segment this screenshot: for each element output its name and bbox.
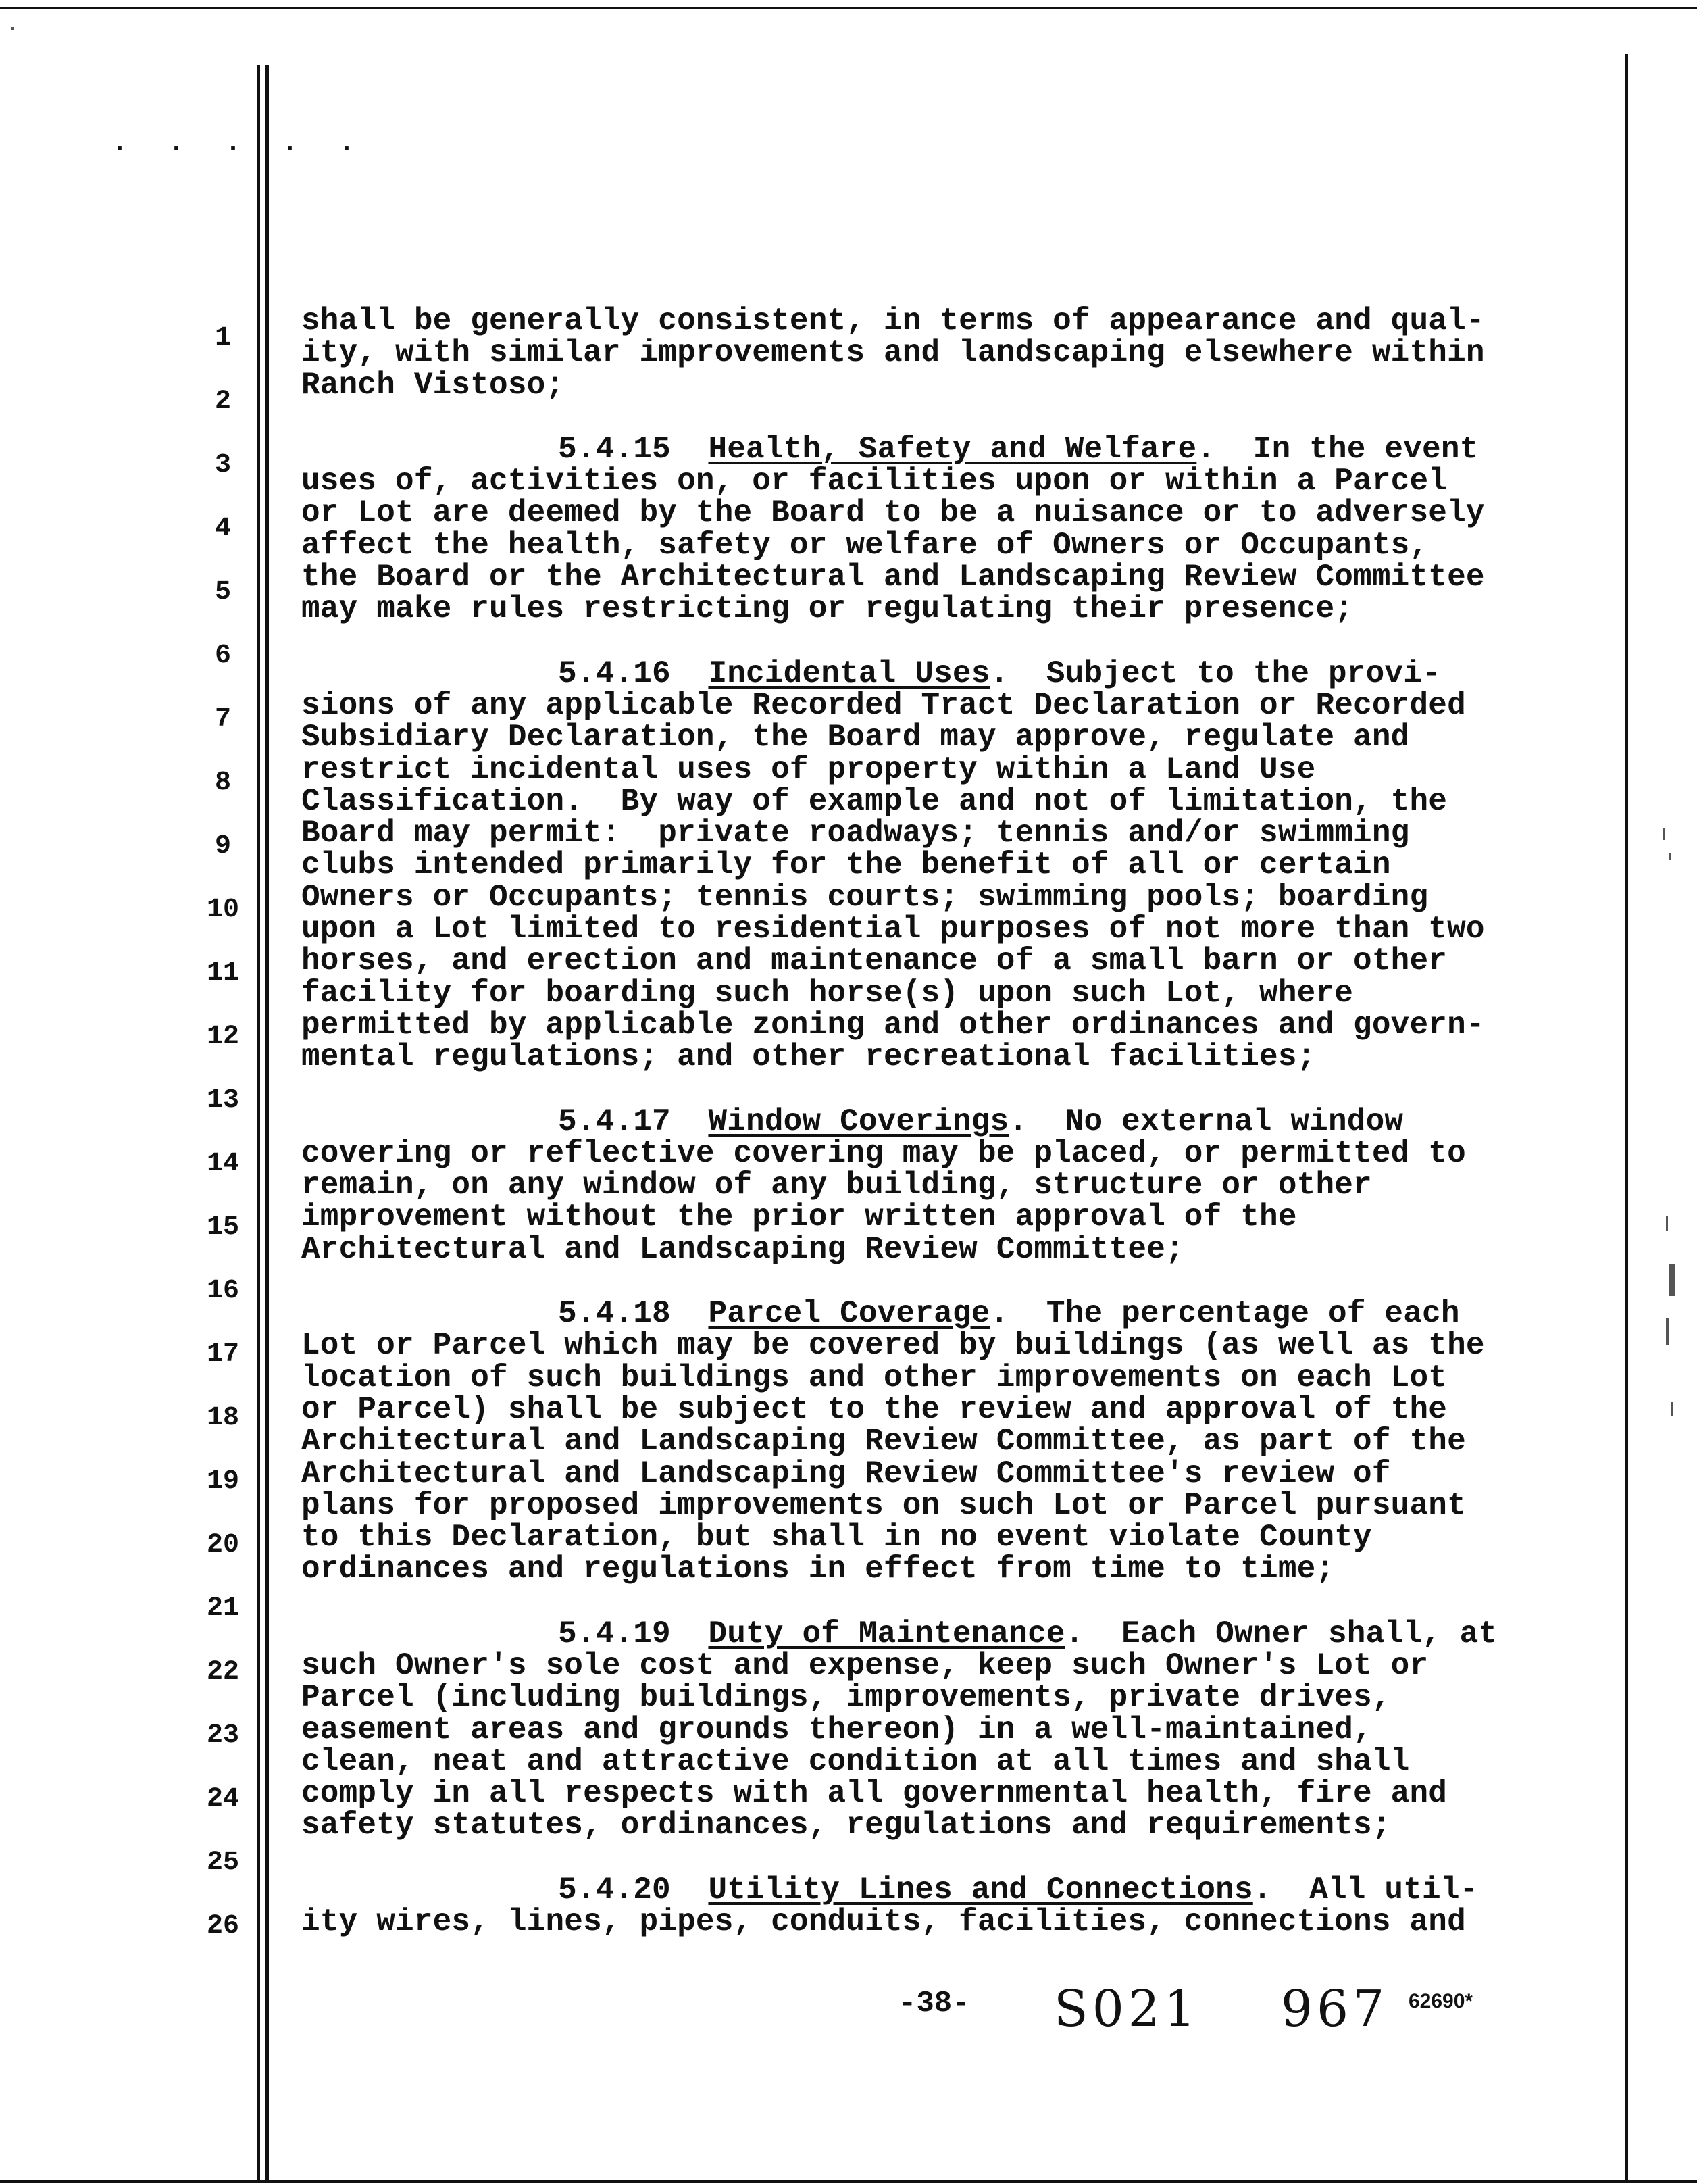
line-number: 11 <box>206 958 239 989</box>
right-rule <box>1625 54 1628 2180</box>
text-line: Classification. By way of example and not of limitation, the <box>301 783 1448 819</box>
line-number: 26 <box>206 1911 239 1941</box>
header-dots: . . . . . <box>111 128 368 159</box>
scan-speck <box>1666 1216 1668 1231</box>
section-lead-text: . No external window <box>1009 1103 1404 1139</box>
section-title: Health, Safety and Welfare <box>708 431 1197 467</box>
line-number: 13 <box>206 1085 239 1116</box>
section-number: 5.4.16 <box>558 655 671 691</box>
text-line: Owners or Occupants; tennis courts; swimming pools; boarding <box>301 879 1429 915</box>
text-line: Parcel (including buildings, improvements, private drives, <box>301 1680 1391 1716</box>
page-number: -38- <box>898 1987 970 2020</box>
section-lead-text: . Subject to the provi- <box>990 655 1441 691</box>
text-line: may make rules restricting or regulating their presence; <box>301 591 1354 627</box>
section-heading-line <box>301 655 1558 691</box>
line-number: 12 <box>206 1022 239 1052</box>
text-line: the Board or the Architectural and Landscaping Review Committee <box>301 560 1485 595</box>
document-code: 62690* <box>1409 1990 1473 2012</box>
line-number: 22 <box>206 1657 239 1687</box>
section-lead-text: . All util- <box>1252 1872 1479 1908</box>
text-line: clean, neat and attractive condition at all times and shall <box>301 1743 1410 1779</box>
line-number: 24 <box>206 1784 239 1814</box>
text-line: or Parcel) shall be subject to the review and approval of the <box>301 1391 1448 1427</box>
document-id-part: 967 <box>1280 1980 1389 2038</box>
document-id-stamp <box>1054 1980 1388 2038</box>
line-number: 10 <box>206 895 239 925</box>
line-number: 25 <box>206 1847 239 1878</box>
line-number: 9 <box>214 831 231 862</box>
section-title: Duty of Maintenance <box>708 1616 1065 1652</box>
left-double-rule-b <box>265 65 269 2180</box>
section-title: Incidental Uses <box>708 655 990 691</box>
text-line: to this Declaration, but shall in no event violate County <box>301 1520 1372 1556</box>
text-line: horses, and erection and maintenance of a small barn or other <box>301 943 1448 979</box>
text-line: ordinances and regulations in effect from time to time; <box>301 1552 1335 1587</box>
text-line: uses of, activities on, or facilities upon or within a Parcel <box>301 464 1448 499</box>
section-number: 5.4.19 <box>558 1616 671 1652</box>
text-line: covering or reflective covering may be placed, or permitted to <box>301 1135 1466 1171</box>
text-line: Lot or Parcel which may be covered by buildings (as well as the <box>301 1328 1485 1364</box>
scan-speck <box>1669 853 1671 860</box>
text-line: Architectural and Landscaping Review Committee; <box>301 1231 1184 1267</box>
text-line: restrict incidental uses of property within a Land Use <box>301 751 1316 787</box>
line-number: 4 <box>214 514 231 544</box>
text-line: mental regulations; and other recreational facilities; <box>301 1039 1316 1075</box>
text-line: facility for boarding such horse(s) upon such Lot, where <box>301 975 1354 1011</box>
line-number: 18 <box>206 1403 239 1433</box>
text-line: Architectural and Landscaping Review Committee's review of <box>301 1456 1391 1491</box>
document-id-part: S021 <box>1054 1980 1200 2038</box>
text-line: sions of any applicable Recorded Tract Declaration or Recorded <box>301 687 1466 723</box>
scan-speck <box>1669 1264 1675 1296</box>
section-heading-line <box>301 1298 1558 1330</box>
text-line: improvement without the prior written approval of the <box>301 1199 1297 1235</box>
document-body <box>301 305 1558 1938</box>
text-line: Ranch Vistoso; <box>301 367 565 403</box>
text-line: clubs intended primarily for the benefit of all or certain <box>301 847 1391 883</box>
line-number: 14 <box>206 1149 239 1179</box>
text-line: such Owner's sole cost and expense, keep such Owner's Lot or <box>301 1647 1429 1683</box>
text-line: comply in all respects with all governmental health, fire and <box>301 1776 1448 1812</box>
line-number: 7 <box>214 704 231 735</box>
text-line: Board may permit: private roadways; tennis and/or swimming <box>301 816 1410 851</box>
text-line: easement areas and grounds thereon) in a well-maintained, <box>301 1712 1372 1747</box>
text-line: ity wires, lines, pipes, conduits, facilities, connections and <box>301 1904 1466 1940</box>
scan-speck <box>1671 1402 1673 1416</box>
line-number: 16 <box>206 1276 239 1306</box>
top-rule <box>0 7 1697 9</box>
line-number: 20 <box>206 1530 239 1560</box>
line-number: 8 <box>214 768 231 798</box>
section-title: Utility Lines and Connections <box>708 1872 1253 1908</box>
scan-speck <box>1663 828 1665 840</box>
line-number: 6 <box>214 641 231 671</box>
left-double-rule-a <box>257 65 260 2180</box>
text-line: safety statutes, ordinances, regulations and requirements; <box>301 1808 1391 1843</box>
line-number: 19 <box>206 1466 239 1497</box>
section-heading-line <box>301 1103 1558 1139</box>
section-number: 5.4.17 <box>558 1103 671 1139</box>
text-line: ity, with similar improvements and landscaping elsewhere within <box>301 335 1485 371</box>
line-number: 3 <box>214 450 231 480</box>
section-lead-text: . In the event <box>1196 431 1479 467</box>
line-number: 5 <box>214 577 231 607</box>
section-lead-text: . Each Owner shall, at <box>1065 1616 1498 1652</box>
text-line: upon a Lot limited to residential purposes of not more than two <box>301 912 1485 947</box>
line-number: 1 <box>214 323 231 353</box>
section-heading-line <box>301 1618 1558 1650</box>
section-title: Parcel Coverage <box>708 1296 990 1332</box>
text-line: or Lot are deemed by the Board to be a nuisance or to adversely <box>301 495 1485 531</box>
line-number: 15 <box>206 1212 239 1243</box>
line-number: 21 <box>206 1593 239 1624</box>
line-number: 17 <box>206 1339 239 1370</box>
scan-speck <box>11 27 14 30</box>
section-number: 5.4.18 <box>558 1296 671 1332</box>
text-line: permitted by applicable zoning and other ordinances and govern- <box>301 1007 1485 1043</box>
text-line: remain, on any window of any building, structure or other <box>301 1168 1372 1203</box>
section-heading-line <box>301 431 1558 467</box>
scan-speck <box>1666 1318 1669 1345</box>
section-number: 5.4.15 <box>558 431 671 467</box>
text-line: Architectural and Landscaping Review Committee, as part of the <box>301 1424 1466 1460</box>
text-line: affect the health, safety or welfare of Owners or Occupants, <box>301 527 1429 563</box>
text-line: shall be generally consistent, in terms of appearance and qual- <box>301 303 1485 339</box>
line-number: 23 <box>206 1720 239 1751</box>
section-lead-text: . The percentage of each <box>990 1296 1460 1332</box>
text-line: plans for proposed improvements on such Lot or Parcel pursuant <box>301 1487 1466 1523</box>
section-heading-line <box>301 1872 1558 1908</box>
text-line: location of such buildings and other improvements on each Lot <box>301 1360 1448 1395</box>
text-line: Subsidiary Declaration, the Board may approve, regulate and <box>301 720 1410 755</box>
section-number: 5.4.20 <box>558 1872 671 1908</box>
line-number: 2 <box>214 387 231 417</box>
bottom-rule <box>0 2180 1697 2183</box>
section-title: Window Coverings <box>708 1103 1009 1139</box>
